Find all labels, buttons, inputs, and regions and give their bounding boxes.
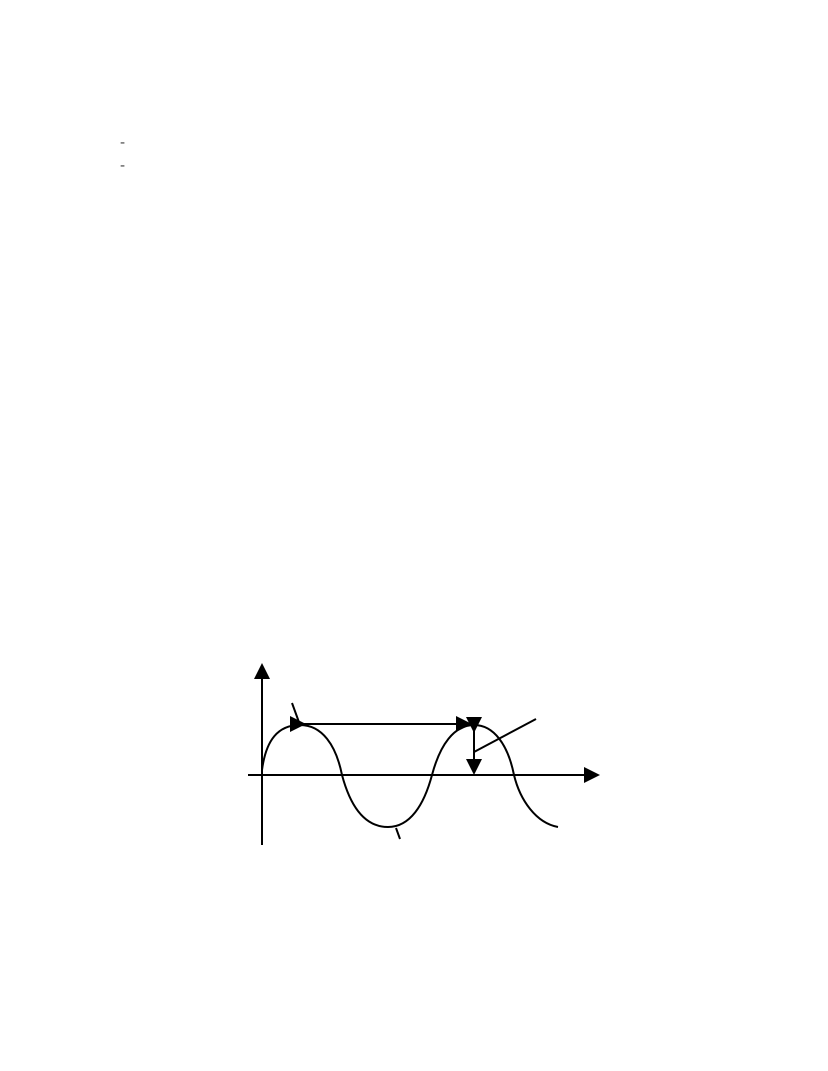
wave-diagram bbox=[238, 655, 618, 855]
dash-bullet: - bbox=[120, 156, 126, 174]
cresta-leader bbox=[292, 703, 300, 725]
dash-bullet: - bbox=[120, 133, 126, 151]
ventre-leader bbox=[396, 828, 400, 839]
wave-diagram-svg bbox=[238, 655, 618, 855]
